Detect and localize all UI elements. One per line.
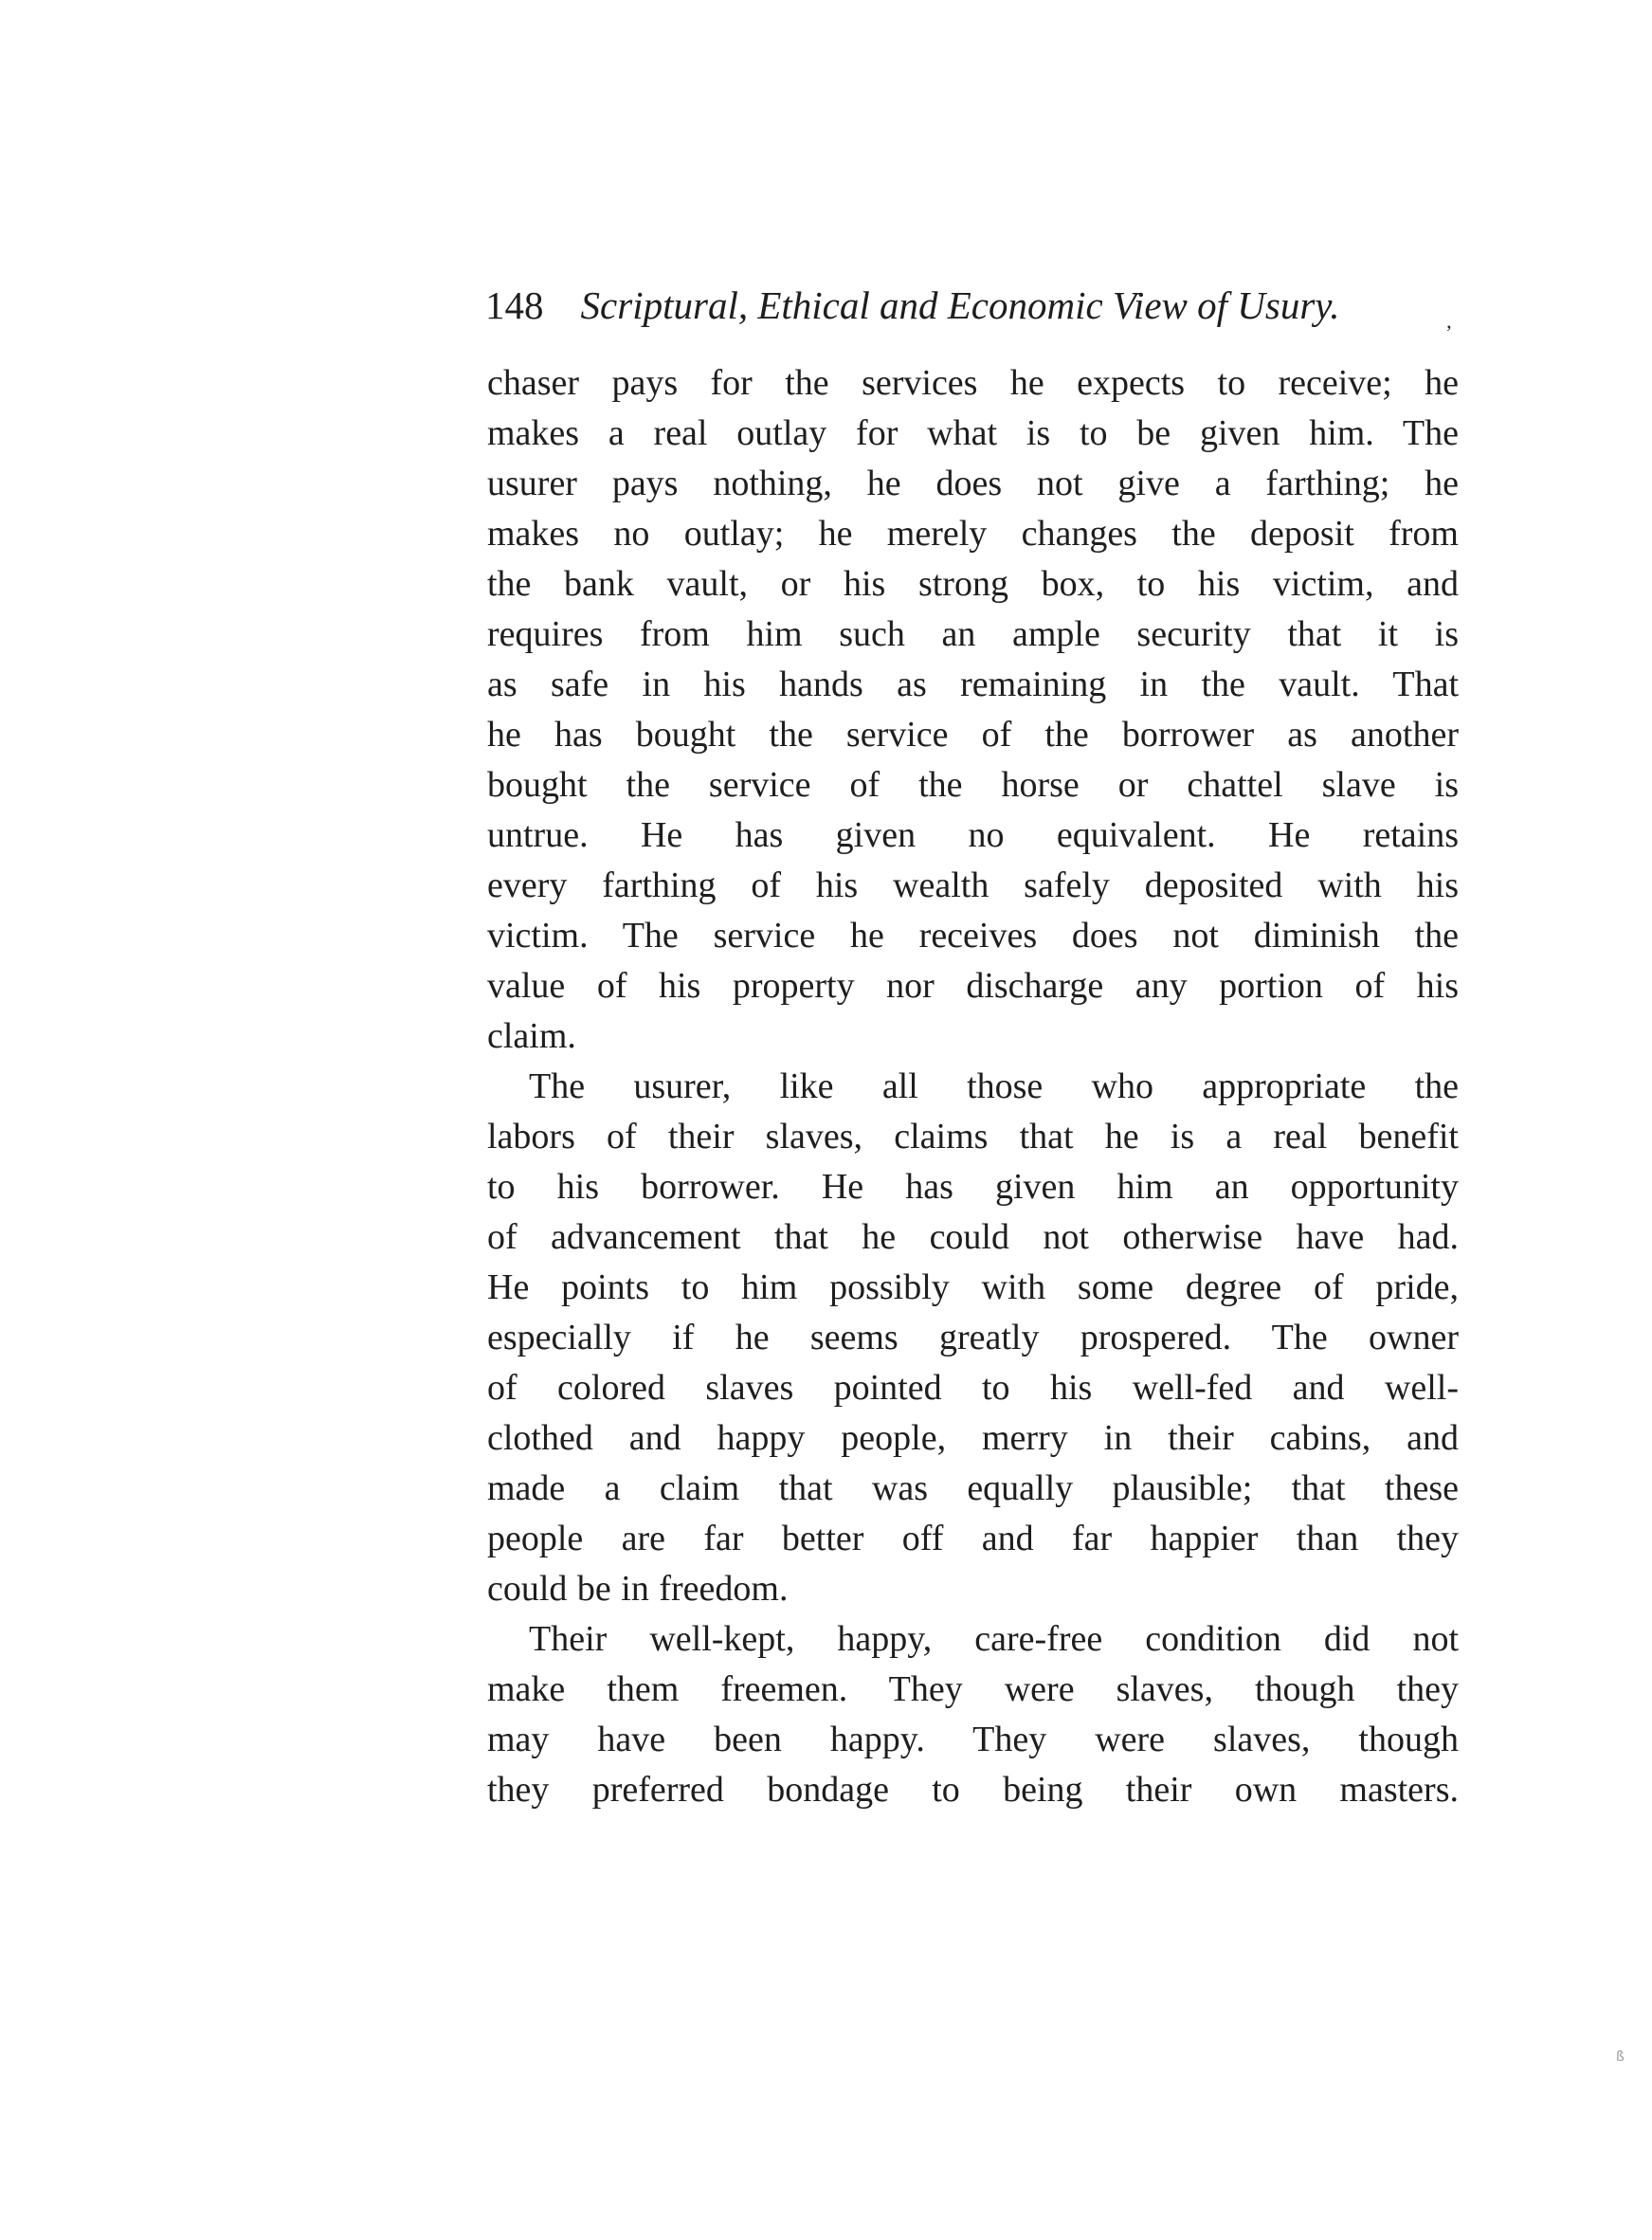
text-line: makes a real outlay for what is to be given him. The [487, 413, 1459, 453]
text-line: made a claim that was equally plausible; that these [487, 1468, 1459, 1508]
text-line: labors of their slaves, claims that he is a real benefit [487, 1117, 1459, 1156]
text-line: requires from him such an ample security that it is [487, 614, 1459, 654]
text-line: could be in freedom. [487, 1569, 789, 1609]
text-line: people are far better off and far happier than they [487, 1519, 1459, 1558]
text-line: bought the service of the horse or chattel slave is [487, 765, 1459, 805]
text-line: He points to him possibly with some degree of pride, [487, 1267, 1459, 1307]
text-line: The usurer, like all those who appropriate the [529, 1066, 1459, 1106]
text-line: make them freemen. They were slaves, though they [487, 1669, 1459, 1709]
text-line: they preferred bondage to being their own masters. [487, 1770, 1459, 1810]
page-header [485, 277, 1480, 334]
text-line: value of his property nor discharge any portion of his [487, 966, 1459, 1006]
text-line: he has bought the service of the borrower as another [487, 715, 1459, 755]
running-title: Scriptural, Ethical and Economic View of Usury. [580, 283, 1340, 327]
text-line: the bank vault, or his strong box, to his victim, and [487, 564, 1459, 604]
text-line: of colored slaves pointed to his well-fed and well- [487, 1368, 1459, 1408]
text-line: Their well-kept, happy, care-free condition did not [529, 1619, 1459, 1659]
text-line: clothed and happy people, merry in their cabins, and [487, 1418, 1459, 1458]
text-line: especially if he seems greatly prospered. The owner [487, 1318, 1459, 1357]
text-line: chaser pays for the services he expects to receive; he [487, 363, 1459, 403]
text-line: makes no outlay; he merely changes the deposit from [487, 514, 1459, 554]
text-line: as safe in his hands as remaining in the vault. That [487, 665, 1459, 704]
text-line: usurer pays nothing, he does not give a farthing; he [487, 464, 1459, 503]
page-number: 148 [485, 283, 544, 327]
text-line: victim. The service he receives does not diminish the [487, 916, 1459, 956]
text-line: claim. [487, 1016, 576, 1056]
header-mark: ’ [1445, 320, 1453, 344]
text-line: may have been happy. They were slaves, though [487, 1720, 1459, 1759]
text-line: untrue. He has given no equivalent. He retains [487, 815, 1459, 855]
text-line: every farthing of his wealth safely deposited with his [487, 865, 1459, 905]
margin-mark: ß [1616, 2049, 1625, 2065]
text-line: to his borrower. He has given him an opportunity [487, 1167, 1459, 1207]
page-body-text [487, 358, 1459, 1815]
text-line: of advancement that he could not otherwise have had. [487, 1217, 1459, 1257]
